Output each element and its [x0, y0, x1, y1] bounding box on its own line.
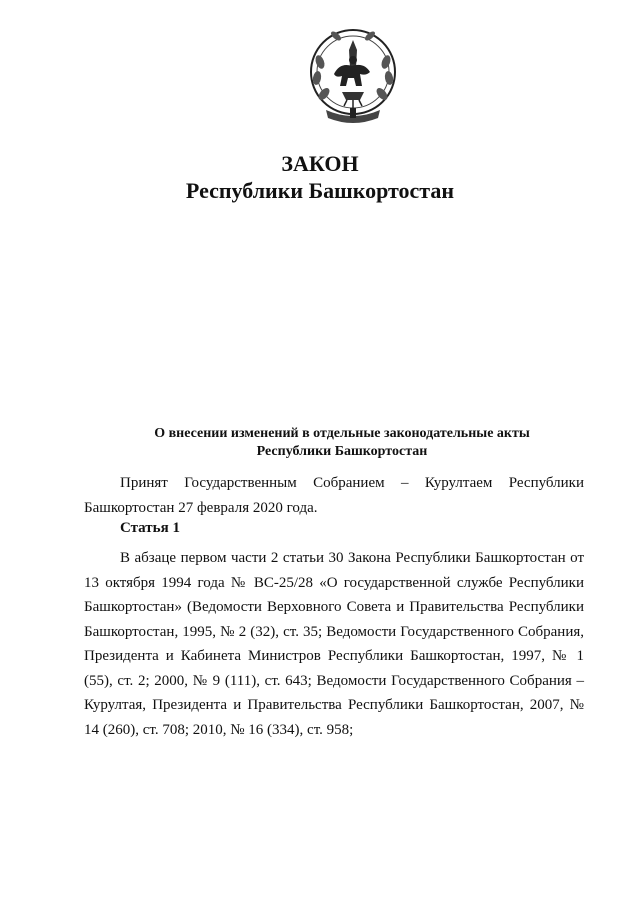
law-heading-line1: О внесении изменений в отдельные законодательные акты: [154, 426, 530, 441]
law-title: ЗАКОН: [281, 151, 359, 176]
article-text: В абзаце первом части 2 статьи 30 Закона Республики Башкортостан от 13 октября 1994 года № ВС-25/28 «О государственной службе Республики Башкортостан» (Ведомости Верховного Совета и Правительства Республики Башкортостан, 1995, № 2 (32), ст. 35; Ведомости Государственного Собрания, Президента и Кабинета Министров Республики Башкортостан, 1997, № 1 (55), ст. 2; 2000, № 9 (111), ст. 643; Ведомости Государственного Собрания – Курултая, Президента и Правительства Республики Башкортостан, 2007, № 14 (260), ст. 708; 2010, № 16 (334), ст. 958;: [84, 550, 584, 738]
adoption-statement: Принят Государственным Собранием – Курултаем Республики Башкортостан 27 февраля 2020 года.: [84, 475, 584, 516]
article-title: Статья 1: [120, 520, 180, 536]
coat-of-arms-icon: [306, 22, 400, 130]
law-subtitle: Республики Башкортостан: [185, 178, 455, 203]
law-heading-line2: Республики Башкортостан: [256, 444, 428, 459]
